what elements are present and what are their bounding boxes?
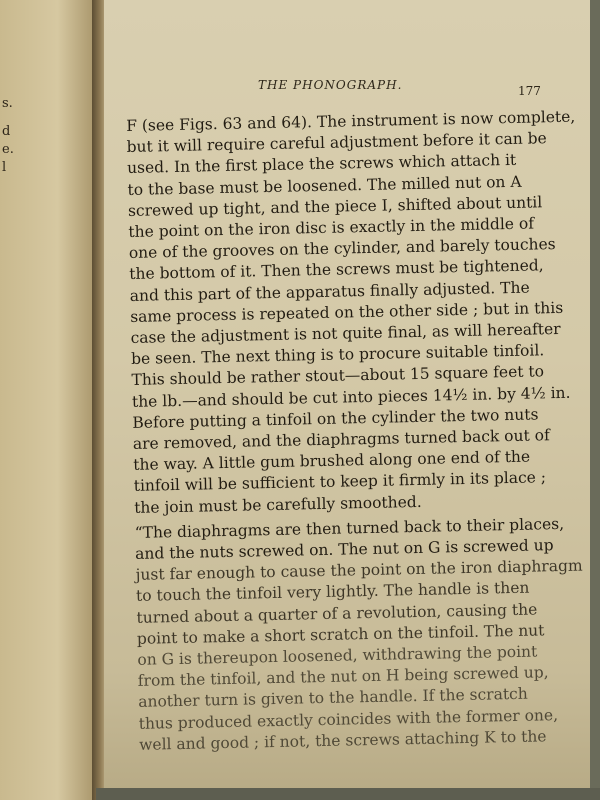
left-page-fragment: d xyxy=(2,124,11,139)
text-line: This should be rather stout—about 15 square feet to xyxy=(131,362,545,390)
text-line: on G is thereupon loosened, withdrawing the point xyxy=(137,642,538,669)
text-line: one of the grooves on the cylinder, and barely touches xyxy=(128,235,556,263)
page-number: 177 xyxy=(518,84,541,98)
text-line: to the base must be loosened. The milled nut on A xyxy=(127,172,522,199)
text-line: turned about a quarter of a revolution, causing the xyxy=(136,600,538,627)
text-line: to touch the tinfoil very lightly. The handle is then xyxy=(135,579,530,606)
book-page xyxy=(104,0,590,790)
text-line: but it will require careful adjustment before it can be xyxy=(126,129,547,157)
text-line: the point on the iron disc is exactly in the middle of xyxy=(128,214,535,241)
text-line: the bottom of it. Then the screws must be tightened, xyxy=(129,256,544,284)
text-line: from the tinfoil, and the nut on H being screwed up, xyxy=(137,663,549,691)
text-line: tinfoil will be sufficient to keep it firmly in its place ; xyxy=(133,468,547,496)
left-page-fragment: s. xyxy=(2,96,13,111)
text-line: just far enough to cause the point on the iron diaphragm xyxy=(135,556,583,585)
text-line: another turn is given to the handle. If the scratch xyxy=(138,685,528,712)
text-line: be seen. The next thing is to procure suitable tinfoil. xyxy=(130,341,545,369)
left-page-fragment: l xyxy=(2,160,7,175)
text-line: and the nuts screwed on. The nut on G is screwed up xyxy=(134,536,554,563)
text-line: case the adjustment is not quite final, as will hereafter xyxy=(130,319,561,347)
text-line: well and good ; if not, the screws attaching K to the xyxy=(138,727,547,754)
text-line: Before putting a tinfoil on the cylinder the two nuts xyxy=(132,405,539,432)
text-line: are removed, and the diaphragms turned back out of xyxy=(132,426,550,453)
text-line: “The diaphragms are then turned back to their places, xyxy=(134,514,565,542)
text-line: screwed up tight, and the piece I, shifted about until xyxy=(127,193,543,220)
text-line: same process is repeated on the other side ; but in this xyxy=(130,298,564,326)
table-surface xyxy=(96,788,600,800)
left-page-fragment: e. xyxy=(2,142,14,157)
left-page xyxy=(0,0,96,800)
text-line: the join must be carefully smoothed. xyxy=(134,492,422,517)
text-line: thus produced exactly coincides with the former one, xyxy=(138,705,559,733)
text-line: F (see Figs. 63 and 64). The instrument is now complete, xyxy=(126,107,576,135)
body-text xyxy=(126,107,583,756)
running-head: THE PHONOGRAPH. xyxy=(258,78,403,92)
text-line: and this part of the apparatus finally adjusted. The xyxy=(129,278,530,305)
text-line: the lb.—and should be cut into pieces 14½ in. by 4½ in. xyxy=(131,383,571,411)
text-line: point to make a short scratch on the tinfoil. The nut xyxy=(136,621,545,648)
text-line: the way. A little gum brushed along one end of the xyxy=(133,447,531,475)
text-line: used. In the first place the screws which attach it xyxy=(126,151,517,178)
